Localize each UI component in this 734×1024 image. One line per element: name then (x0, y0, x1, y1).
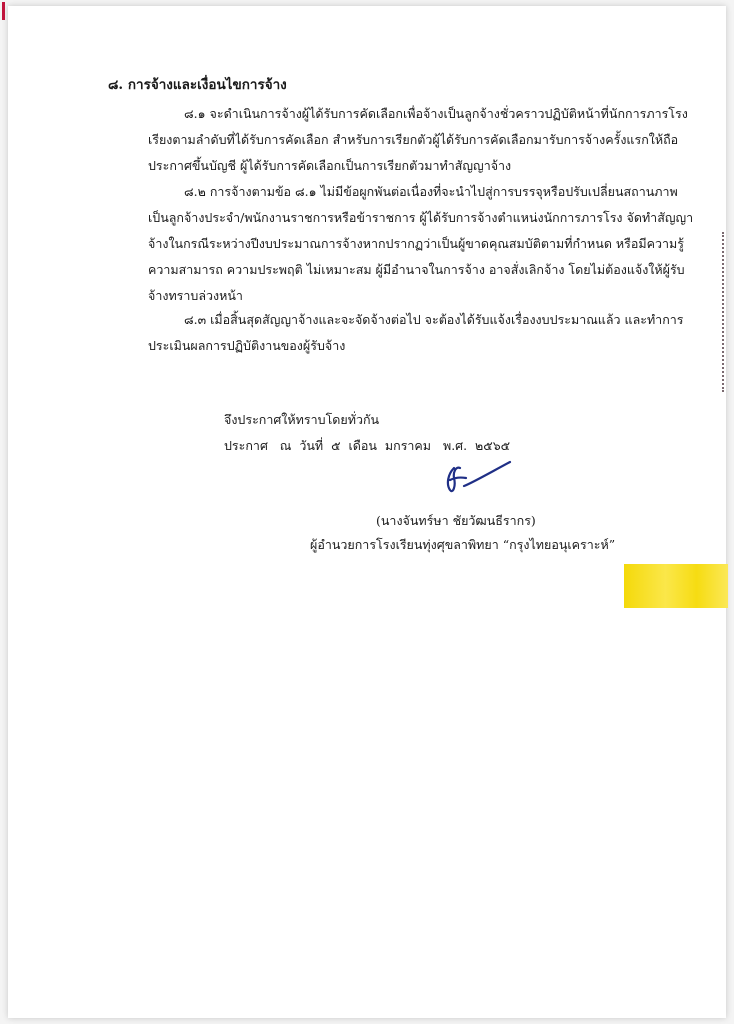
yellow-sticky-tab (624, 564, 728, 608)
clause-8-2-line-1: ๘.๒ การจ้างตามข้อ ๘.๑ ไม่มีข้อผูกพันต่อเนื่องที่จะนำไปสู่การบรรจุหรือปรับเปลี่ยนสถานภาพ (184, 184, 678, 199)
clause-8-2-line-4: ความสามารถ ความประพฤติ ไม่เหมาะสม ผู้มีอำนาจในการจ้าง อาจสั่งเลิกจ้าง โดยไม่ต้องแจ้งให้ผู้รับ (148, 262, 685, 277)
clause-8-2-line-3: จ้างในกรณีระหว่างปีงบประมาณการจ้างหากปรากฏว่าเป็นผู้ขาดคุณสมบัติตามที่กำหนด หรือมีความรู้ (148, 236, 684, 251)
clause-8-1-line-3: ประกาศขึ้นบัญชี ผู้ได้รับการคัดเลือกเป็นการเรียกตัวมาทำสัญญาจ้าง (148, 158, 512, 173)
clause-8-3-line-2: ประเมินผลการปฏิบัติงานของผู้รับจ้าง (148, 338, 346, 353)
clause-8-1-line-1: ๘.๑ จะดำเนินการจ้างผู้ได้รับการคัดเลือกเพื่อจ้างเป็นลูกจ้างชั่วคราวปฏิบัติหน้าที่นักการภารโรง (184, 106, 688, 121)
document-page (8, 6, 726, 1018)
announcement-text: จึงประกาศให้ทราบโดยทั่วกัน (224, 412, 380, 427)
clause-8-2-line-2: เป็นลูกจ้างประจำ/พนักงานราชการหรือข้าราชการ ผู้ได้รับการจ้างตำแหน่งนักการภารโรง จัดทำสัญญา (148, 210, 694, 225)
clause-8-1-line-2: เรียงตามลำดับที่ได้รับการคัดเลือก สำหรับการเรียกตัวผู้ได้รับการคัดเลือกมารับการจ้างครั้งแรกให้ถือ (148, 132, 679, 147)
signer-name: (นางจันทร์ษา ชัยวัฒนธีรากร) (376, 513, 536, 528)
red-corner-mark (2, 2, 5, 20)
clause-8-2-line-5: จ้างทราบล่วงหน้า (148, 288, 243, 303)
clause-8-3-line-1: ๘.๓ เมื่อสิ้นสุดสัญญาจ้างและจะจัดจ้างต่อไป จะต้องได้รับแจ้งเรื่องงบประมาณแล้ว และทำการ (184, 312, 684, 327)
signature-mark (440, 456, 520, 506)
page-edge-mark (720, 232, 724, 392)
date-line: ประกาศ ณ วันที่ ๕ เดือน มกราคม พ.ศ. ๒๕๖๕ (224, 438, 511, 453)
signer-title: ผู้อำนวยการโรงเรียนทุ่งศุขลาพิทยา “กรุงไทยอนุเคราะห์” (310, 537, 616, 552)
section-heading: ๘. การจ้างและเงื่อนไขการจ้าง (108, 77, 287, 93)
